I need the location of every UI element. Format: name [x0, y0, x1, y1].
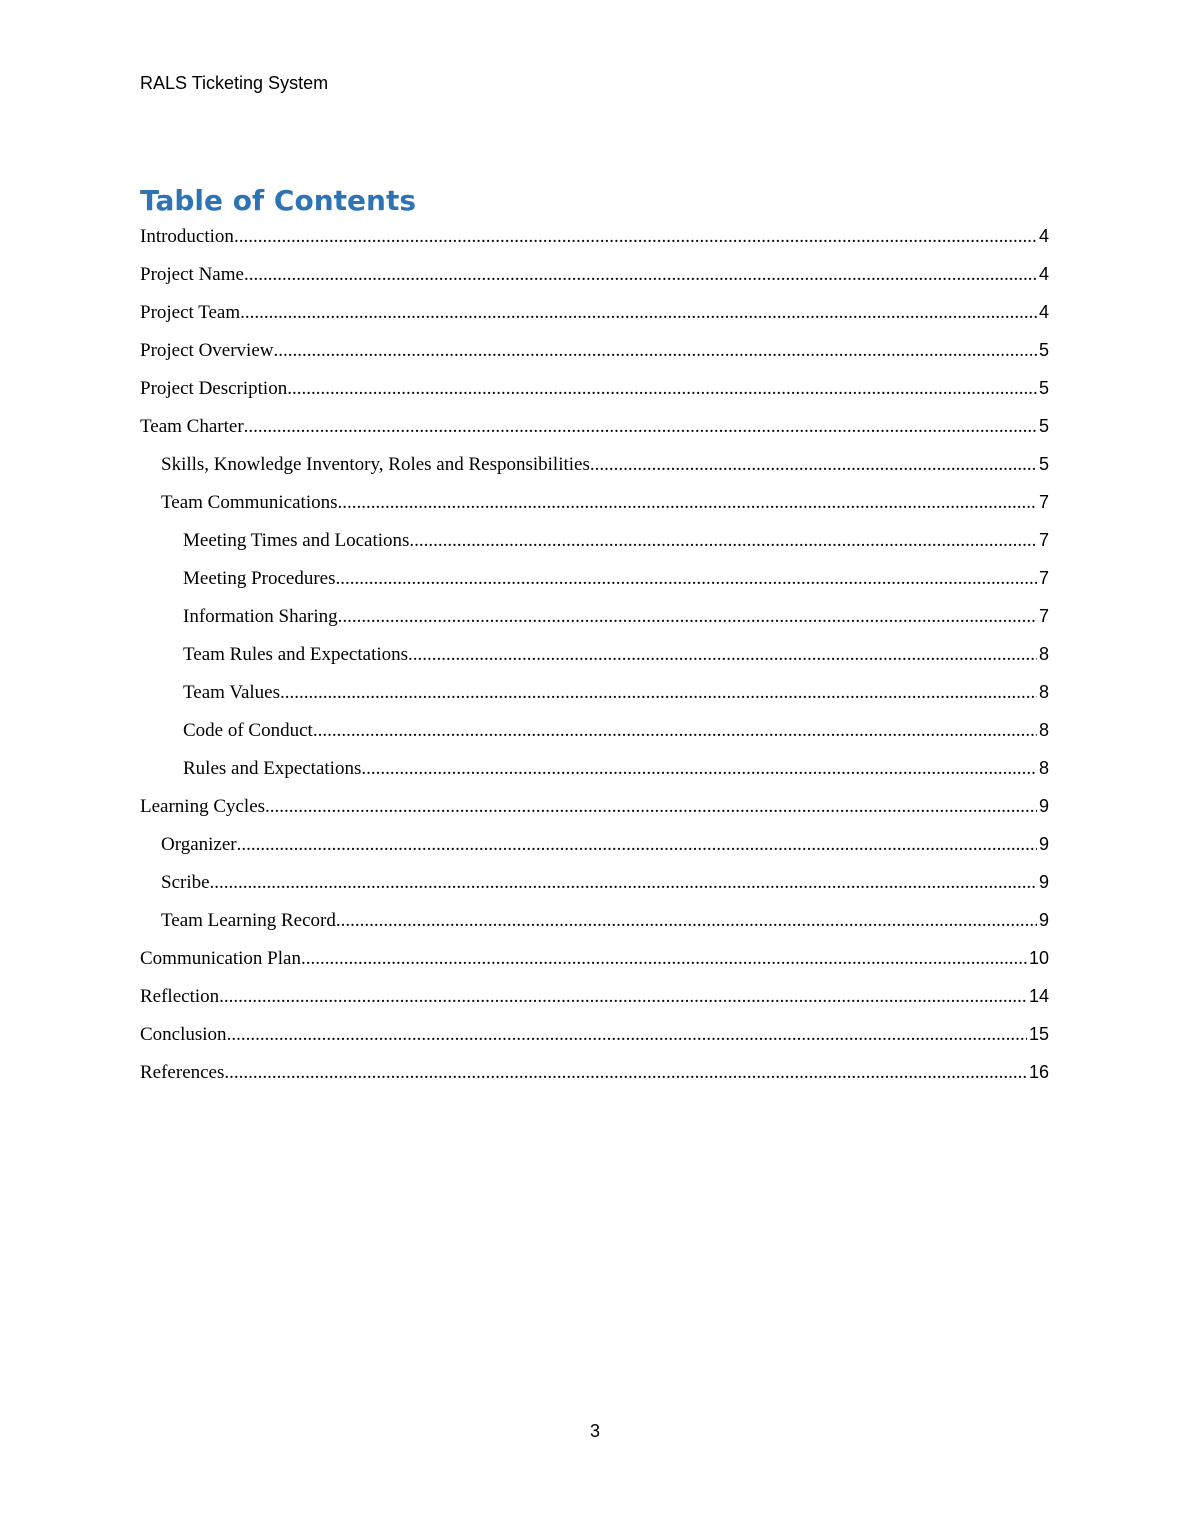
toc-entry-page: 9	[1038, 796, 1049, 816]
toc-entry-meeting-times[interactable]	[140, 526, 1049, 564]
toc-entry-label: Rules and Expectations	[183, 758, 362, 779]
toc-entry-label: Team Charter	[140, 416, 244, 437]
toc-entry-label: Project Name	[140, 264, 244, 285]
toc-entry-label: Project Team	[140, 302, 241, 323]
toc-entry-label: Meeting Times and Locations	[183, 530, 410, 551]
toc-entry-page: 7	[1038, 530, 1049, 550]
toc-entry-page: 8	[1038, 682, 1049, 702]
dot-leader	[237, 831, 1037, 859]
dot-leader	[210, 869, 1037, 897]
dot-leader	[338, 489, 1037, 517]
running-header: RALS Ticketing System	[140, 73, 329, 93]
toc-entry-page: 7	[1038, 568, 1049, 588]
dot-leader	[335, 565, 1037, 593]
toc-entry-rules-and-expectations[interactable]	[140, 754, 1049, 792]
toc-entry-page: 8	[1038, 644, 1049, 664]
toc-entry-page: 5	[1038, 454, 1049, 474]
dot-leader	[234, 223, 1037, 251]
toc-entry-page: 8	[1038, 758, 1049, 778]
toc-entry-label: Meeting Procedures	[183, 568, 336, 589]
toc-entry-label: Team Learning Record	[161, 910, 336, 931]
table-of-contents	[140, 222, 1049, 1096]
toc-entry-page: 5	[1038, 378, 1049, 398]
toc-entry-label: Communication Plan	[140, 948, 301, 969]
dot-leader	[409, 527, 1037, 555]
toc-entry-page: 9	[1038, 872, 1049, 892]
toc-entry-label: Introduction	[140, 226, 234, 247]
toc-entry-page: 9	[1038, 834, 1049, 854]
toc-entry-meeting-procedures[interactable]	[140, 564, 1049, 602]
dot-leader	[219, 983, 1027, 1011]
dot-leader	[361, 755, 1037, 783]
toc-entry-team-charter[interactable]	[140, 412, 1049, 450]
toc-entry-reflection[interactable]	[140, 982, 1049, 1020]
toc-entry-label: Team Communications	[161, 492, 338, 513]
toc-entry-label: Project Description	[140, 378, 288, 399]
page-number: 3	[589, 1421, 600, 1441]
toc-entry-project-name[interactable]	[140, 260, 1049, 298]
toc-entry-label: Project Overview	[140, 340, 274, 361]
toc-entry-communication-plan[interactable]	[140, 944, 1049, 982]
toc-entry-scribe[interactable]	[140, 868, 1049, 906]
toc-entry-label: Code of Conduct	[183, 720, 313, 741]
toc-entry-project-description[interactable]	[140, 374, 1049, 412]
dot-leader	[338, 603, 1037, 631]
dot-leader	[301, 945, 1027, 973]
toc-entry-page: 5	[1038, 340, 1049, 360]
dot-leader	[244, 261, 1037, 289]
toc-entry-page: 16	[1028, 1062, 1049, 1082]
toc-entry-team-communications[interactable]	[140, 488, 1049, 526]
toc-entry-organizer[interactable]	[140, 830, 1049, 868]
toc-entry-code-of-conduct[interactable]	[140, 716, 1049, 754]
toc-entry-label: Organizer	[161, 834, 237, 855]
toc-entry-label: Team Values	[183, 682, 280, 703]
dot-leader	[280, 679, 1037, 707]
toc-entry-introduction[interactable]	[140, 222, 1049, 260]
toc-entry-label: References	[140, 1062, 225, 1083]
toc-entry-label: Reflection	[140, 986, 220, 1007]
toc-entry-label: Conclusion	[140, 1024, 227, 1045]
toc-entry-project-overview[interactable]	[140, 336, 1049, 374]
dot-leader	[336, 907, 1037, 935]
toc-entry-page: 9	[1038, 910, 1049, 930]
toc-entry-page: 7	[1038, 492, 1049, 512]
dot-leader	[244, 413, 1037, 441]
toc-entry-page: 10	[1028, 948, 1049, 968]
toc-title: Table of Contents	[140, 184, 417, 217]
dot-leader	[287, 375, 1037, 403]
toc-entry-label: Learning Cycles	[140, 796, 266, 817]
toc-entry-team-values[interactable]	[140, 678, 1049, 716]
dot-leader	[224, 1059, 1027, 1087]
toc-entry-label: Scribe	[161, 872, 210, 893]
toc-entry-information-sharing[interactable]	[140, 602, 1049, 640]
toc-entry-label: Skills, Knowledge Inventory, Roles and Responsibilities	[161, 454, 590, 475]
dot-leader	[227, 1021, 1027, 1049]
toc-entry-page: 4	[1038, 264, 1049, 284]
toc-entry-skills-knowledge-inventory[interactable]	[140, 450, 1049, 488]
dot-leader	[408, 641, 1037, 669]
toc-entry-page: 8	[1038, 720, 1049, 740]
toc-entry-page: 5	[1038, 416, 1049, 436]
toc-entry-conclusion[interactable]	[140, 1020, 1049, 1058]
toc-entry-label: Team Rules and Expectations	[183, 644, 409, 665]
dot-leader	[590, 451, 1037, 479]
toc-entry-page: 4	[1038, 226, 1049, 246]
toc-entry-page: 15	[1028, 1024, 1049, 1044]
dot-leader	[273, 337, 1037, 365]
toc-entry-page: 4	[1038, 302, 1049, 322]
toc-entry-project-team[interactable]	[140, 298, 1049, 336]
toc-entry-learning-cycles[interactable]	[140, 792, 1049, 830]
toc-entry-page: 7	[1038, 606, 1049, 626]
dot-leader	[313, 717, 1037, 745]
toc-entry-page: 14	[1028, 986, 1049, 1006]
toc-entry-label: Information Sharing	[183, 606, 338, 627]
dot-leader	[265, 793, 1037, 821]
toc-entry-references[interactable]	[140, 1058, 1049, 1096]
toc-entry-team-learning-record[interactable]	[140, 906, 1049, 944]
toc-entry-team-rules[interactable]	[140, 640, 1049, 678]
dot-leader	[240, 299, 1037, 327]
